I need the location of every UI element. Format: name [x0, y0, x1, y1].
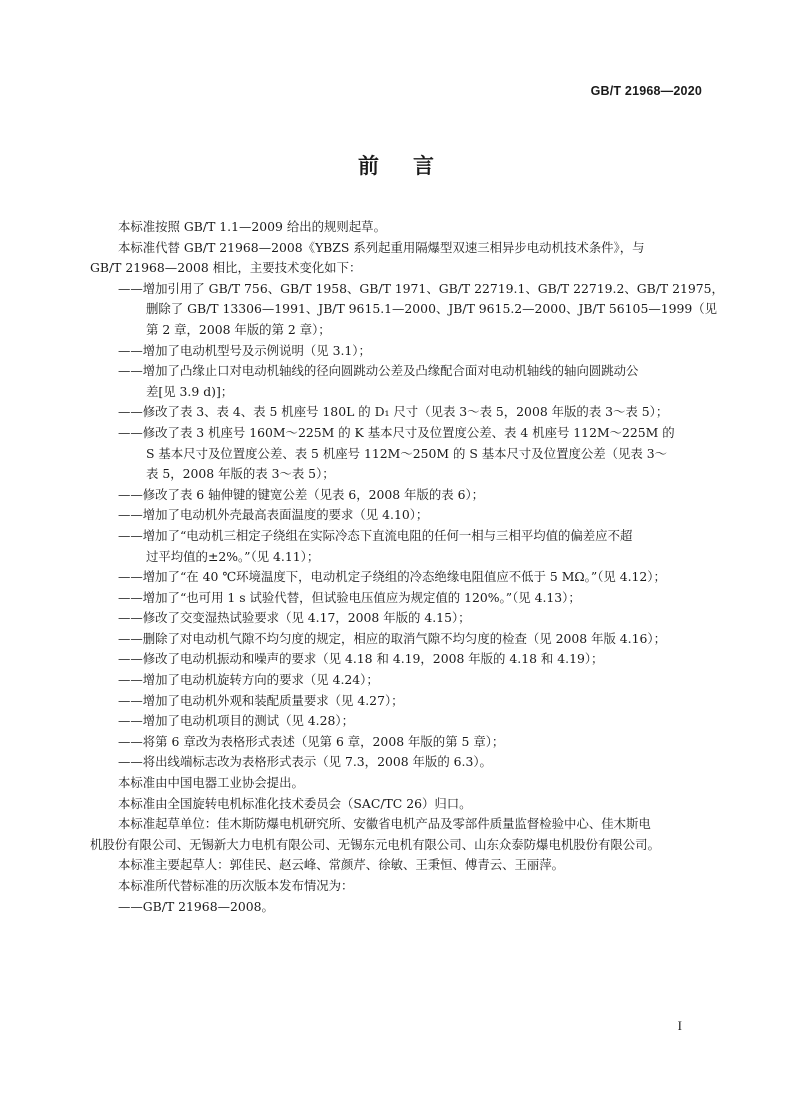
standard-code: GB/T 21968—2020 [590, 84, 702, 98]
paragraph-line: 本标准按照 GB/T 1.1—2009 给出的规则起草。 [118, 219, 386, 234]
list-item-line: ——增加了电动机型号及示例说明（见 3.1）； [118, 342, 371, 358]
list-item-line: ——增加了电动机旋转方向的要求（见 4.24）； [118, 672, 379, 688]
paragraph-line: 本标准起草单位：佳木斯防爆电机研究所、安徽省电机产品及零部件质量监督检验中心、佳木斯电 [118, 816, 651, 832]
list-item-line: S 基本尺寸及位置度公差、表 5 机座号 112M～250M 的 S 基本尺寸及位置度公差（见表 3～ [146, 445, 668, 461]
list-item-line: ——增加了“也可用 1 s 试验代替，但试验电压值应为规定值的 120%。”（见 4.13）； [118, 589, 581, 605]
list-item-line: ——增加了凸缘止口对电动机轴线的径向圆跳动公差及凸缘配合面对电动机轴线的轴向圆跳动公 [118, 363, 639, 379]
list-item-line: ——增加了“在 40 ℃环境温度下，电动机定子绕组的冷态绝缘电阻值应不低于 5 MΩ。”（见 4.12）； [118, 569, 666, 585]
list-item-line: ——增加了电动机外壳最高表面温度的要求（见 4.10）； [118, 507, 429, 523]
list-item-line: ——增加了电动机项目的测试（见 4.28）； [118, 713, 354, 729]
paragraph-line: 本标准主要起草人：郭佳民、赵云峰、常颜芹、徐敏、王秉恒、傅青云、王丽萍。 [118, 857, 565, 873]
list-item-line: ——删除了对电动机气隙不均匀度的规定，相应的取消气隙不均匀度的检查（见 2008 年版 4.16）； [118, 630, 666, 646]
list-item-line: ——修改了表 6 轴伸键的键宽公差（见表 6，2008 年版的表 6）； [118, 486, 485, 502]
list-item-line: ——增加了“电动机三相定子绕组在实际冷态下直流电阻的任何一相与三相平均值的偏差应不超 [118, 527, 633, 543]
list-item-line: ——将出线端标志改为表格形式表示（见 7.3，2008 年版的 6.3）。 [118, 754, 492, 770]
list-item-line: ——修改了交变湿热试验要求（见 4.17，2008 年版的 4.15）； [118, 610, 471, 626]
paragraph-line: 本标准由全国旋转电机标准化技术委员会（SAC/TC 26）归口。 [118, 795, 472, 811]
list-item-line: ——修改了表 3 机座号 160M～225M 的 K 基本尺寸及位置度公差、表 4 机座号 112M～225M 的 [118, 424, 675, 440]
page-title: 前言 [358, 154, 468, 178]
list-item-line: ——GB/T 21968—2008。 [118, 898, 274, 914]
foreword-body [90, 217, 724, 917]
list-item-line: 表 5，2008 年版的表 3～表 5）； [146, 466, 335, 482]
list-item-line: ——修改了电动机振动和噪声的要求（见 4.18 和 4.19，2008 年版的 4.18 和 4.19）； [118, 651, 604, 667]
list-item-line: 差[见 3.9 d)]； [146, 383, 234, 399]
list-item-line: 删除了 GB/T 13306—1991、JB/T 9615.1—2000、JB/T 9615.2—2000、JB/T 56105—1999（见 [146, 301, 718, 317]
list-item-line: ——增加了电动机外观和装配质量要求（见 4.27）； [118, 692, 404, 708]
paragraph-line: 本标准所代替标准的历次版本发布情况为： [118, 878, 354, 893]
paragraph-line: 本标准由中国电器工业协会提出。 [118, 775, 304, 791]
paragraph-line: 本标准代替 GB/T 21968—2008《YBZS 系列起重用隔爆型双速三相异步电动机技术条件》，与 [118, 239, 645, 255]
list-item-line: ——修改了表 3、表 4、表 5 机座号 180L 的 D₁ 尺寸（见表 3～表 5，2008 年版的表 3～表 5）； [118, 404, 669, 420]
paragraph-line: 机股份有限公司、无锡新大力电机有限公司、无锡东元电机有限公司、山东众泰防爆电机股份有限公司。 [90, 836, 660, 852]
list-item-line: ——增加引用了 GB/T 756、GB/T 1958、GB/T 1971、GB/T 22719.1、GB/T 22719.2、GB/T 21975， [118, 280, 724, 296]
list-item-line: 第 2 章，2008 年版的第 2 章）； [146, 321, 331, 337]
page-number: I [677, 1018, 682, 1033]
list-item-line: 过平均值的±2%。”（见 4.11）； [146, 548, 320, 564]
list-item-line: ——将第 6 章改为表格形式表述（见第 6 章，2008 年版的第 5 章）； [118, 733, 505, 749]
paragraph-line: GB/T 21968—2008 相比，主要技术变化如下： [90, 260, 362, 276]
